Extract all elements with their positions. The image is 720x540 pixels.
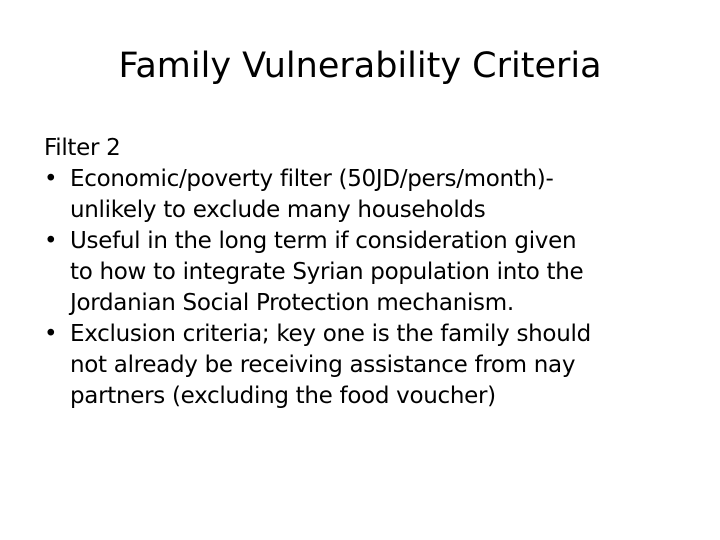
bullet-icon: • (44, 228, 58, 254)
slide-title: Family Vulnerability Criteria (118, 46, 602, 86)
bullet-line: to how to integrate Syrian population into the (70, 259, 584, 285)
bullet-line: unlikely to exclude many households (70, 197, 486, 223)
subheading: Filter 2 (44, 135, 121, 161)
bullet-icon: • (44, 166, 58, 192)
bullet-line: Useful in the long term if consideration given (70, 228, 577, 254)
bullet-line: Jordanian Social Protection mechanism. (70, 290, 514, 316)
bullet-line: not already be receiving assistance from nay (70, 352, 576, 378)
bullet-item (44, 319, 684, 412)
bullet-item (44, 164, 684, 226)
bullet-line: Economic/poverty filter (50JD/pers/month)- (70, 166, 554, 192)
slide-body (44, 133, 684, 412)
bullet-list (44, 164, 684, 412)
bullet-item (44, 226, 684, 319)
bullet-icon: • (44, 321, 58, 347)
bullet-line: partners (excluding the food voucher) (70, 383, 496, 409)
bullet-line: Exclusion criteria; key one is the family should (70, 321, 591, 347)
